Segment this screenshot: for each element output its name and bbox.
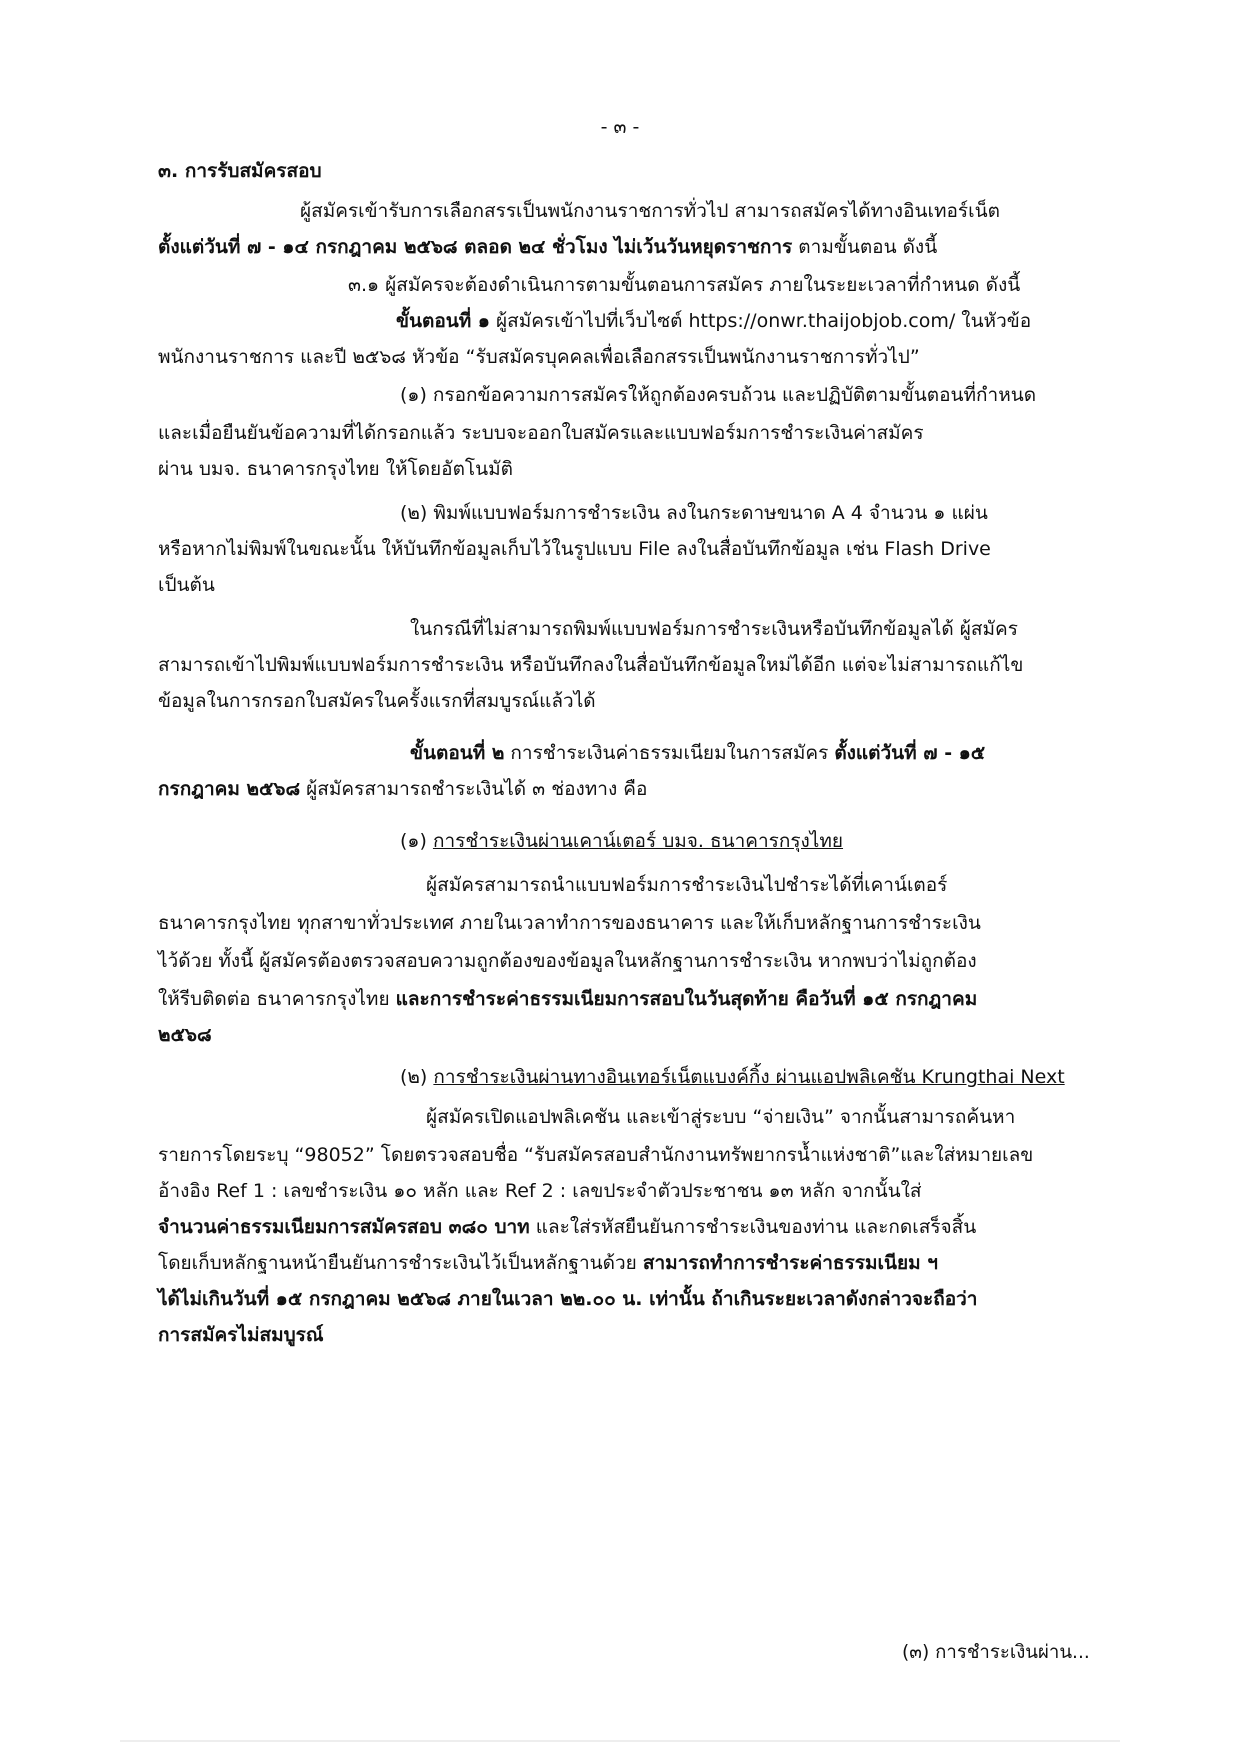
channel2-fee: จำนวนค่าธรรมเนียมการสมัครสอบ ๓๘๐ บาท <box>158 1216 530 1238</box>
channel2-title: การชำระเงินผ่านทางอินเทอร์เน็ตแบงค์กิ้ง ผ่านแอปพลิเคชัน Krungthai Next <box>433 1066 1065 1088</box>
section-heading-text: ๓. การรับสมัครสอบ <box>158 160 322 182</box>
channel1-line-5 <box>158 1020 212 1050</box>
channel2-number: (๒) <box>400 1066 434 1088</box>
intro-line-2-rest: ตามขั้นตอน ดังนี้ <box>792 236 938 258</box>
channel2-title-line <box>400 1062 1065 1092</box>
channel1-number: (๑) <box>400 830 433 852</box>
page-number: - ๓ - <box>600 116 640 138</box>
channel2-deadline: ได้ไม่เกินวันที่ ๑๕ กรกฎาคม ๒๕๖๘ ภายในเวลา ๒๒.๐๐ น. เท่านั้น ถ้าเกินระยะเวลาดังกล่าวจะถือว่า <box>158 1288 978 1310</box>
scan-edge <box>120 1740 1120 1742</box>
step2-date-start: ตั้งแต่วันที่ ๗ - ๑๕ <box>834 742 986 764</box>
channel2-line-4 <box>158 1212 976 1242</box>
channel1-line-3: ไว้ด้วย ทั้งนี้ ผู้สมัครต้องตรวจสอบความถูกต้องของข้อมูลในหลักฐานการชำระเงิน หากพบว่าไม่ถูกต้อง <box>158 950 977 972</box>
channel2-incomplete: การสมัครไม่สมบูรณ์ <box>158 1324 324 1346</box>
step1-label: ขั้นตอนที่ ๑ <box>396 310 490 332</box>
item2-line-1: (๒) พิมพ์แบบฟอร์มการชำระเงิน ลงในกระดาษขนาด A 4 จำนวน ๑ แผ่น <box>400 502 988 524</box>
note-line-2: สามารถเข้าไปพิมพ์แบบฟอร์มการชำระเงิน หรือบันทึกลงในสื่อบันทึกข้อมูลใหม่ได้อีก แต่จะไม่สามารถแก้ไข <box>158 654 1024 676</box>
intro-line-1: ผู้สมัครเข้ารับการเลือกสรรเป็นพนักงานราชการทั่วไป สามารถสมัครได้ทางอินเทอร์เน็ต <box>300 200 1000 222</box>
intro-line-2 <box>158 232 937 262</box>
channel1-contact: ให้รีบติดต่อ ธนาคารกรุงไทย <box>158 988 396 1010</box>
channel1-line-4 <box>158 984 977 1014</box>
channel2-line-3: อ้างอิง Ref 1 : เลขชำระเงิน ๑๐ หลัก และ Ref 2 : เลขประจำตัวประชาชน ๑๓ หลัก จากนั้นใส่ <box>158 1180 922 1202</box>
channel1-deadline: และการชำระค่าธรรมเนียมการสอบในวันสุดท้าย คือวันที่ ๑๕ กรกฎาคม <box>395 988 978 1010</box>
channel1-line-1: ผู้สมัครสามารถนำแบบฟอร์มการชำระเงินไปชำระได้ที่เคาน์เตอร์ <box>426 874 948 896</box>
sub-3-1: ๓.๑ ผู้สมัครจะต้องดำเนินการตามขั้นตอนการสมัคร ภายในระยะเวลาที่กำหนด ดังนี้ <box>348 274 1021 296</box>
item1-line-1: (๑) กรอกข้อความการสมัครให้ถูกต้องครบถ้วน และปฏิบัติตามขั้นตอนที่กำหนด <box>400 384 1037 406</box>
channel2-line-4-rest: และใส่รหัสยืนยันการชำระเงินของท่าน และกดเสร็จสิ้น <box>529 1216 977 1238</box>
channel1-line-2: ธนาคารกรุงไทย ทุกสาขาทั่วประเทศ ภายในเวลาทำการของธนาคาร และให้เก็บหลักฐานการชำระเงิน <box>158 912 981 934</box>
item2-line-3: เป็นต้น <box>158 574 215 596</box>
step2-line-2 <box>158 774 647 804</box>
channel2-line-6 <box>158 1284 977 1314</box>
step1-text: ผู้สมัครเข้าไปที่เว็บไซต์ https://onwr.thaijobjob.com/ ในหัวข้อ <box>489 310 1032 332</box>
step2-date-end: กรกฎาคม ๒๕๖๘ <box>158 778 301 800</box>
step2-text: การชำระเงินค่าธรรมเนียมในการสมัคร <box>504 742 835 764</box>
step2-line-1 <box>410 738 985 768</box>
channel1-title-line <box>400 826 843 856</box>
note-line-1: ในกรณีที่ไม่สามารถพิมพ์แบบฟอร์มการชำระเงินหรือบันทึกข้อมูลได้ ผู้สมัคร <box>410 618 1018 640</box>
item2-line-2: หรือหากไม่พิมพ์ในขณะนั้น ให้บันทึกข้อมูลเก็บไว้ในรูปแบบ File ลงในสื่อบันทึกข้อมูล เช่น Flash Drive <box>158 538 991 560</box>
channel1-deadline-year: ๒๕๖๘ <box>158 1024 212 1046</box>
channel2-line-2: รายการโดยระบุ “98052” โดยตรวจสอบชื่อ “รับสมัครสอบสำนักงานทรัพยากรน้ำแห่งชาติ”และใส่หมายเลข <box>158 1144 1034 1166</box>
step1-line-2: พนักงานราชการ และปี ๒๕๖๘ หัวข้อ “รับสมัครบุคคลเพื่อเลือกสรรเป็นพนักงานราชการทั่วไป” <box>158 346 920 368</box>
step2-channels: ผู้สมัครสามารถชำระเงินได้ ๓ ช่องทาง คือ <box>300 778 648 800</box>
channel1-title: การชำระเงินผ่านเคาน์เตอร์ บมจ. ธนาคารกรุงไทย <box>432 830 844 852</box>
step1-line-1 <box>396 306 1031 336</box>
channel2-evidence: โดยเก็บหลักฐานหน้ายืนยันการชำระเงินไว้เป็นหลักฐานด้วย <box>158 1252 643 1274</box>
item1-line-2: และเมื่อยืนยันข้อความที่ได้กรอกแล้ว ระบบจะออกใบสมัครและแบบฟอร์มการชำระเงินค่าสมัคร <box>158 422 924 444</box>
note-line-3: ข้อมูลในการกรอกใบสมัครในครั้งแรกที่สมบูรณ์แล้วได้ <box>158 690 596 712</box>
intro-dates: ตั้งแต่วันที่ ๗ - ๑๔ กรกฎาคม ๒๕๖๘ ตลอด ๒๔ ชั่วโมง ไม่เว้นวันหยุดราชการ <box>158 236 793 258</box>
channel2-line-7 <box>158 1320 324 1350</box>
channel2-deadline-intro: สามารถทำการชำระค่าธรรมเนียม ฯ <box>642 1252 938 1274</box>
section-heading <box>158 156 322 186</box>
continuation-note: (๓) การชำระเงินผ่าน... <box>902 1642 1090 1663</box>
item1-line-3: ผ่าน บมจ. ธนาคารกรุงไทย ให้โดยอัตโนมัติ <box>158 458 513 480</box>
channel2-line-5 <box>158 1248 938 1278</box>
channel2-line-1: ผู้สมัครเปิดแอปพลิเคชัน และเข้าสู่ระบบ “จ่ายเงิน” จากนั้นสามารถค้นหา <box>426 1106 1016 1128</box>
step2-label: ขั้นตอนที่ ๒ <box>410 742 505 764</box>
